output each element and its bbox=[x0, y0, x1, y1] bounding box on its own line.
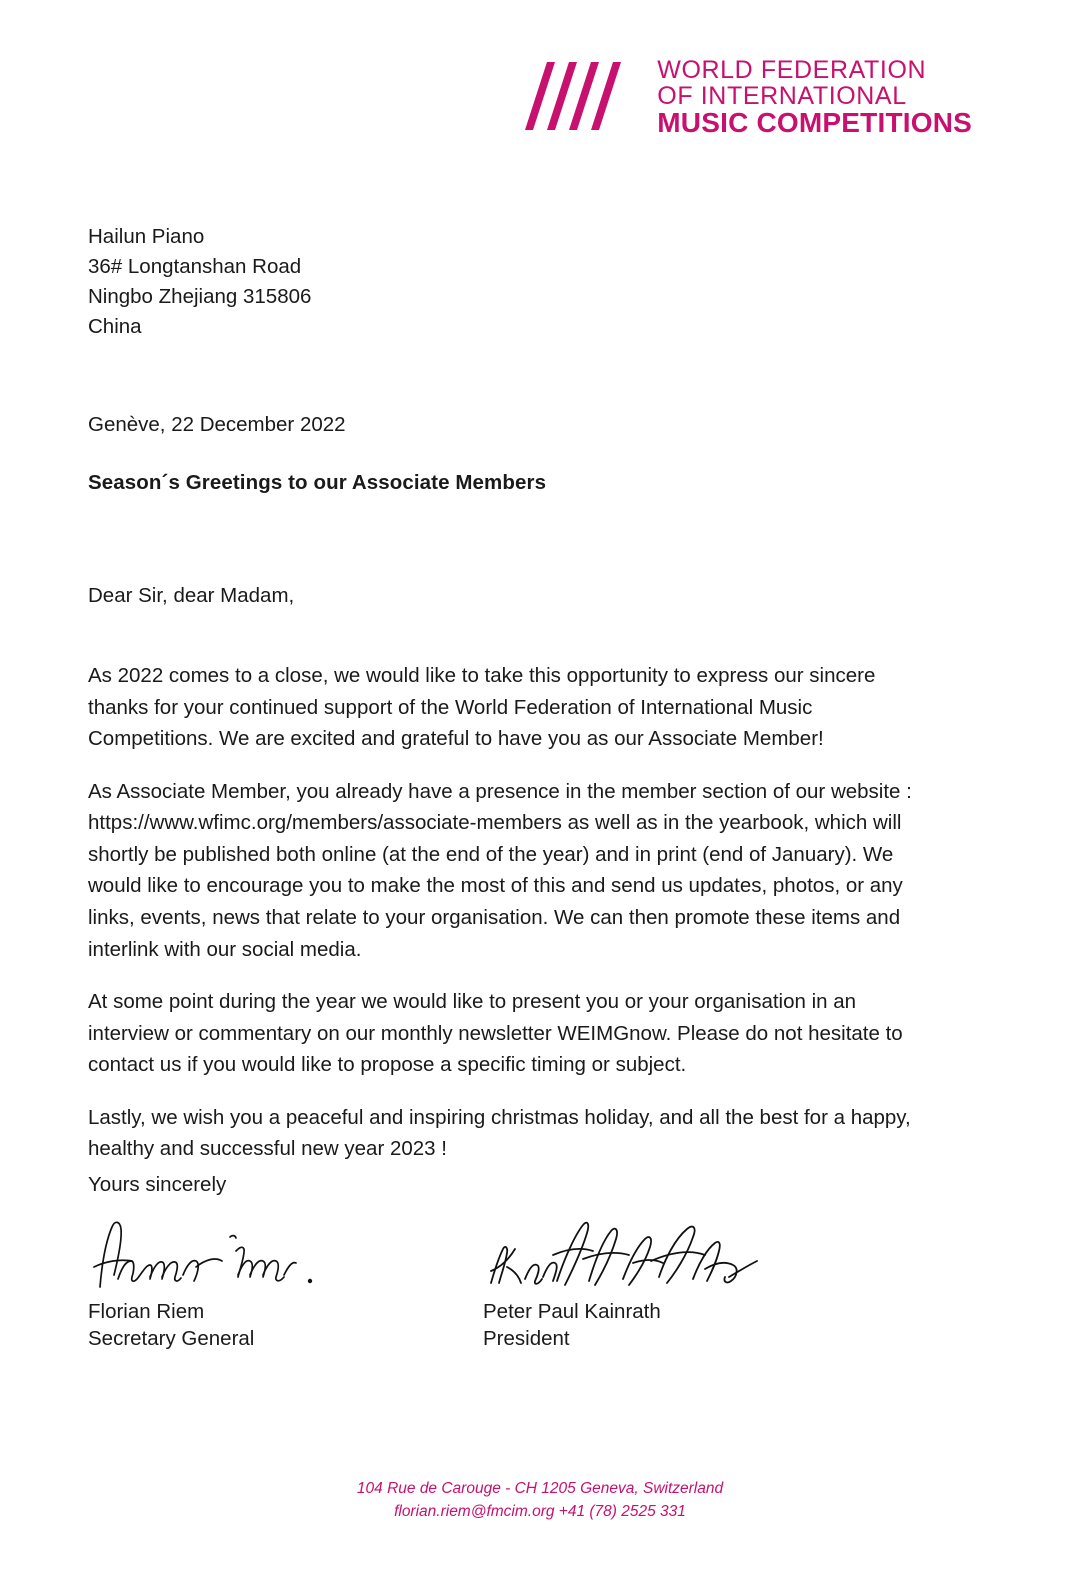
signatory-role-2: President bbox=[483, 1326, 570, 1350]
recipient-line-3: Ningbo Zhejiang 315806 bbox=[88, 284, 312, 308]
recipient-line-4: China bbox=[88, 314, 142, 338]
signatory-name-2: Peter Paul Kainrath bbox=[483, 1300, 661, 1323]
handwritten-signature-florian-riem-icon bbox=[88, 1215, 338, 1295]
signature-block-president bbox=[483, 1215, 773, 1352]
signatory-name-1: Florian Riem bbox=[88, 1300, 205, 1323]
wfimc-slashes-logo-icon bbox=[517, 58, 635, 134]
signature-block-secretary-general bbox=[88, 1215, 338, 1352]
recipient-line-1: Hailun Piano bbox=[88, 225, 205, 248]
signatory-role-1: Secretary General bbox=[88, 1326, 255, 1350]
salutation: Dear Sir, dear Madam, bbox=[88, 584, 295, 607]
body-paragraph-2: As Associate Member, you already have a presence in the member section of our website : https://www.wfimc.org/members/associate-members as well as in the yearbook, which will shortly be published both online (at the end of the year) and in print (end of January). We would like to encourage you to make the most of this and send us updates, photos, or any links, events, news that relate to your organisation. We can then promote these items and interlink with our social media. bbox=[88, 779, 912, 961]
recipient-address-block bbox=[88, 222, 311, 342]
page-footer bbox=[0, 1477, 1080, 1524]
body-paragraph-1: As 2022 comes to a close, we would like to take this opportunity to express our sincere thanks for your continued support of the World Federation of International Music Competitions. We are excited and grateful to have you as our Associate Member! bbox=[88, 664, 876, 751]
footer-address: 104 Rue de Carouge - CH 1205 Geneva, Switzerland bbox=[356, 1479, 724, 1497]
letterhead-wordmark bbox=[657, 58, 972, 138]
letter-subject: Season´s Greetings to our Associate Members bbox=[88, 471, 547, 494]
letterhead-line-3: MUSIC COMPETITIONS bbox=[657, 107, 972, 138]
letterhead-line-1: WORLD FEDERATION bbox=[657, 56, 927, 84]
letterhead bbox=[517, 58, 972, 138]
letter-body bbox=[88, 660, 940, 1165]
letterhead-line-2: OF INTERNATIONAL bbox=[657, 81, 907, 110]
recipient-line-2: 36# Longtanshan Road bbox=[88, 254, 302, 278]
body-paragraph-4: Lastly, we wish you a peaceful and inspiring christmas holiday, and all the best for a happy, healthy and successful new year 2023 ! bbox=[88, 1105, 911, 1161]
place-and-date: Genève, 22 December 2022 bbox=[88, 413, 346, 436]
closing-phrase: Yours sincerely bbox=[88, 1173, 227, 1196]
body-paragraph-3: At some point during the year we would like to present you or your organisation in an interview or commentary on our monthly newsletter WEIMGnow. Please do not hesitate to contact us if you would like to propose a specific timing or subject. bbox=[88, 990, 903, 1077]
footer-contact: florian.riem@fmcim.org +41 (78) 2525 331 bbox=[394, 1502, 686, 1520]
handwritten-signature-peter-paul-kainrath-icon bbox=[483, 1215, 773, 1295]
